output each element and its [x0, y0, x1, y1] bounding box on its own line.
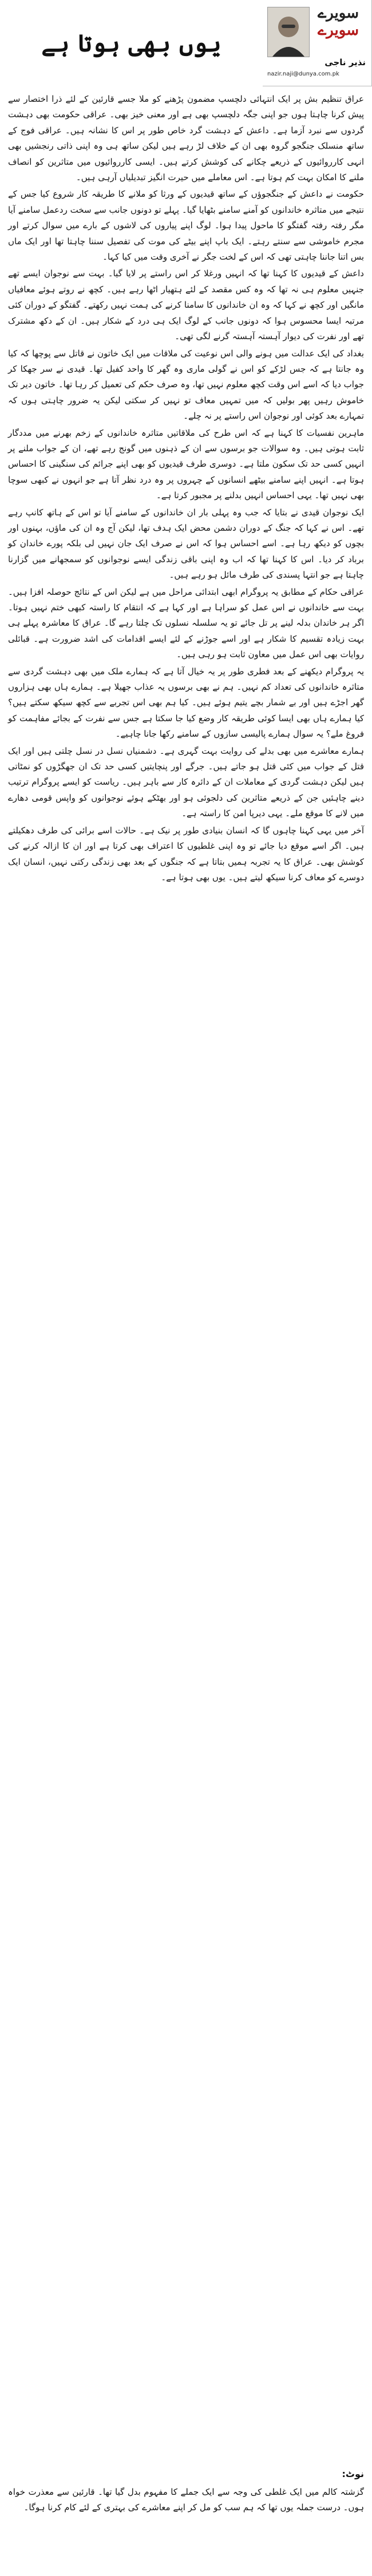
- paragraph: ہمارے معاشرے میں بھی بدلے کی روایت بہت گہری ہے۔ دشمنیاں نسل در نسل چلتی ہیں اور ایک قتل کے جواب میں کئی قتل ہو جاتے ہیں۔ جرگے اور پنچایتیں کسی حد تک ان جھگڑوں کو نمٹاتی ہیں لیکن دہشت گردی کے معاملات ان کے دائرہ کار سے باہر ہیں۔ ریاست کو ایسے پروگرام ترتیب دینے چاہئیں جن کے ذریعے متاثرین کی دلجوئی ہو اور بھٹکے ہوئے نوجوانوں کو واپس قومی دھارے میں لانے کا موقع ملے۔ یہی دیرپا امن کا راستہ ہے۔: [8, 745, 364, 819]
- note-label: نوٹ:: [342, 2468, 364, 2479]
- column-brand-box: [263, 0, 372, 86]
- paragraph: ماہرین نفسیات کا کہنا ہے کہ اس طرح کی ملاقاتیں متاثرہ خاندانوں کے زخم بھرنے میں مددگار ثابت ہوتی ہیں۔ وہ سوالات جو برسوں سے ان کے ذہنوں میں گونج رہے تھے، ان کے جواب ملنے پر انہیں کسی حد تک سکون ملتا ہے۔ دوسری طرف قیدیوں کو بھی اپنے جرائم کی سنگینی کا احساس ہوتا ہے۔ انہیں اپنے سامنے بیٹھے انسانوں کے چہروں پر وہ درد نظر آتا ہے جو انہوں نے کبھی سوچا بھی نہیں تھا۔ یہی احساس انہیں بدلنے پر مجبور کرتا ہے۔: [8, 427, 364, 501]
- column-headline: یوں بھی ہوتا ہے: [41, 29, 221, 57]
- paragraph: بغداد کی ایک عدالت میں ہونے والی اس نوعیت کی ملاقات میں ایک خاتون نے قاتل سے پوچھا کہ کیا وہ جانتا ہے کہ جس لڑکے کو اس نے گولی ماری وہ گھر کا واحد کفیل تھا۔ قیدی نے سر جھکا کر جواب دیا کہ اسے اس وقت کچھ معلوم نہیں تھا، وہ صرف حکم کی تعمیل کر رہا تھا۔ خاتون دیر تک خاموش رہیں پھر بولیں کہ میں تمہیں معاف تو نہیں کر سکتی لیکن یہ ضرور چاہتی ہوں کہ تمہارے بعد کوئی اور نوجوان اس راستے پر نہ چلے۔: [8, 348, 364, 422]
- article-body: [8, 92, 364, 887]
- note-text: گزشتہ کالم میں ایک غلطی کی وجہ سے ایک جملے کا مفہوم بدل گیا تھا۔ قارئین سے معذرت خواہ ہوں۔ درست جملہ یوں تھا کہ ہم سب کو مل کر اپنے معاشرے کی بہتری کے لئے کام کرنا ہوگا۔: [8, 2487, 364, 2513]
- paragraph: عراقی حکام کے مطابق یہ پروگرام ابھی ابتدائی مراحل میں ہے لیکن اس کے نتائج حوصلہ افزا ہیں۔ بہت سے خاندانوں نے اس عمل کو سراہا ہے اور کہا ہے کہ انتقام کا راستہ کبھی ختم نہیں ہوتا۔ اگر ہر خاندان بدلہ لینے پر تل جائے تو یہ سلسلہ نسلوں تک چلتا رہے گا۔ عراق کا معاشرہ پہلے ہی بہت زیادہ تقسیم کا شکار ہے اور اسے جوڑنے کے لئے ایسے اقدامات کی اشد ضرورت ہے۔ قبائلی روایات بھی اس عمل میں معاون ثابت ہو رہی ہیں۔: [8, 586, 364, 660]
- author-email[interactable]: nazir.naji@dunya.com.pk: [267, 71, 339, 77]
- brand-line-2: سویرے: [317, 22, 359, 39]
- paragraph: عراق تنظیم بش پر ایک انتہائی دلچسپ مضمون پڑھنے کو ملا جسے قارئین کے لئے ذرا اختصار سے پیش کرنا چاہتا ہوں جو اپنی جگہ دلچسپ بھی ہے اور معنی خیز بھی۔ عراقی حکومت بھی دہشت گردوں سے نبرد آزما ہے۔ داعش کے دہشت گرد خاص طور پر اس کا نشانہ ہیں۔ عراقی فوج کے ساتھ منسلک جنگجو گروہ بھی ان کے خلاف لڑ رہے ہیں لیکن ساتھ ہی وہ اپنی ذاتی رنجشیں بھی انہی کارروائیوں کے ذریعے چکانے کی کوشش کرتے ہیں۔ ایسی کارروائیوں میں متاثرین کو انصاف ملنے کا امکان بہت کم ہوتا ہے۔ اس معاملے میں حیرت انگیز تبدیلیاں آرہی ہیں۔: [8, 94, 364, 183]
- paragraph: داعش کے قیدیوں کا کہنا تھا کہ انہیں ورغلا کر اس راستے پر لایا گیا۔ بہت سے نوجوان ایسے تھے جنہیں معلوم ہی نہ تھا کہ وہ کس مقصد کے لئے ہتھیار اٹھا رہے ہیں۔ کچھ نے روتے ہوئے معافیاں مانگیں اور کچھ نے کہا کہ وہ ان خاندانوں کا سامنا کرنے کی ہمت نہیں رکھتے۔ گفتگو کے دوران کئی مرتبہ ایسا محسوس ہوا کہ دونوں جانب کے لوگ ایک ہی درد کے شکار ہیں۔ ان کے دکھ مشترک تھے اور نفرت کی دیوار آہستہ آہستہ گرنے لگی تھی۔: [8, 268, 364, 342]
- column-header: [0, 0, 372, 86]
- author-photo: [267, 7, 310, 57]
- author-portrait-icon: [268, 7, 309, 57]
- paragraph: آخر میں یہی کہنا چاہوں گا کہ انسان بنیادی طور پر نیک ہے۔ حالات اسے برائی کی طرف دھکیلتے ہیں۔ اگر اسے موقع دیا جائے تو وہ اپنی غلطیوں کا اعتراف بھی کرتا ہے اور ان کا ازالہ کرنے کی کوشش بھی۔ عراق کا یہ تجربہ ہمیں بتاتا ہے کہ جنگوں کے بعد بھی زندگی رکتی نہیں، انسان ایک دوسرے کو معاف کرنا سیکھ لیتے ہیں۔ یوں بھی ہوتا ہے۔: [8, 825, 364, 882]
- paragraph: یہ پروگرام دیکھنے کے بعد فطری طور پر یہ خیال آتا ہے کہ ہمارے ملک میں بھی دہشت گردی سے متاثرہ خاندانوں کی تعداد کم نہیں۔ ہم نے بھی برسوں یہ عذاب جھیلا ہے۔ ہمارے ہاں بھی ہزاروں گھر اجڑے ہیں اور بے شمار بچے یتیم ہوئے ہیں۔ کیا ہم بھی اس تجربے سے کچھ سیکھ سکتے ہیں؟ کیا ہمارے ہاں بھی ایسا کوئی طریقہ کار وضع کیا جا سکتا ہے جس سے نفرت کے بجائے مفاہمت کو فروغ ملے؟ یہ سوال ہمارے پالیسی سازوں کے سامنے رکھا جانا چاہیے۔: [8, 666, 364, 740]
- paragraph: ایک نوجوان قیدی نے بتایا کہ جب وہ پہلی بار ان خاندانوں کے سامنے آیا تو اس کے ہاتھ کانپ رہے تھے۔ اس نے کہا کہ جنگ کے دوران دشمن محض ایک ہدف تھا، لیکن آج وہ ان کی ماؤں، بہنوں اور بچوں کو دیکھ رہا ہے۔ اسے احساس ہوا کہ اس نے صرف ایک جان نہیں لی بلکہ پورے خاندان کو برباد کر دیا۔ اس کا کہنا تھا کہ اب وہ اپنی باقی زندگی ایسے نوجوانوں کو سمجھانے میں گزارنا چاہتا ہے جو انتہا پسندی کی طرف مائل ہو رہے ہیں۔: [8, 507, 364, 581]
- author-name: نذیر ناجی: [324, 57, 366, 67]
- brand-line-1: سویرے: [317, 5, 359, 22]
- column-brand-title: [311, 5, 366, 39]
- paragraph: حکومت نے داعش کے جنگجوؤں کے ساتھ قیدیوں کے ورثا کو ملانے کا طریقہ کار شروع کیا جس کے نتیجے میں متاثرہ خاندانوں کو آمنے سامنے بٹھایا گیا۔ پہلے تو دونوں جانب سے سخت ردعمل سامنے آیا مگر رفتہ رفتہ گفتگو کا ماحول پیدا ہوا۔ لوگ اپنے پیاروں کی لاشوں کے بارے میں سوال کرتے اور مجرم خاموشی سے سنتے رہتے۔ ایک باپ اپنے بیٹے کی موت کی تفصیل سننا چاہتا تھا اور ایک ماں بس اتنا جاننا چاہتی تھی کہ اس کے لخت جگر نے آخری وقت میں کیا کہا۔: [8, 189, 364, 263]
